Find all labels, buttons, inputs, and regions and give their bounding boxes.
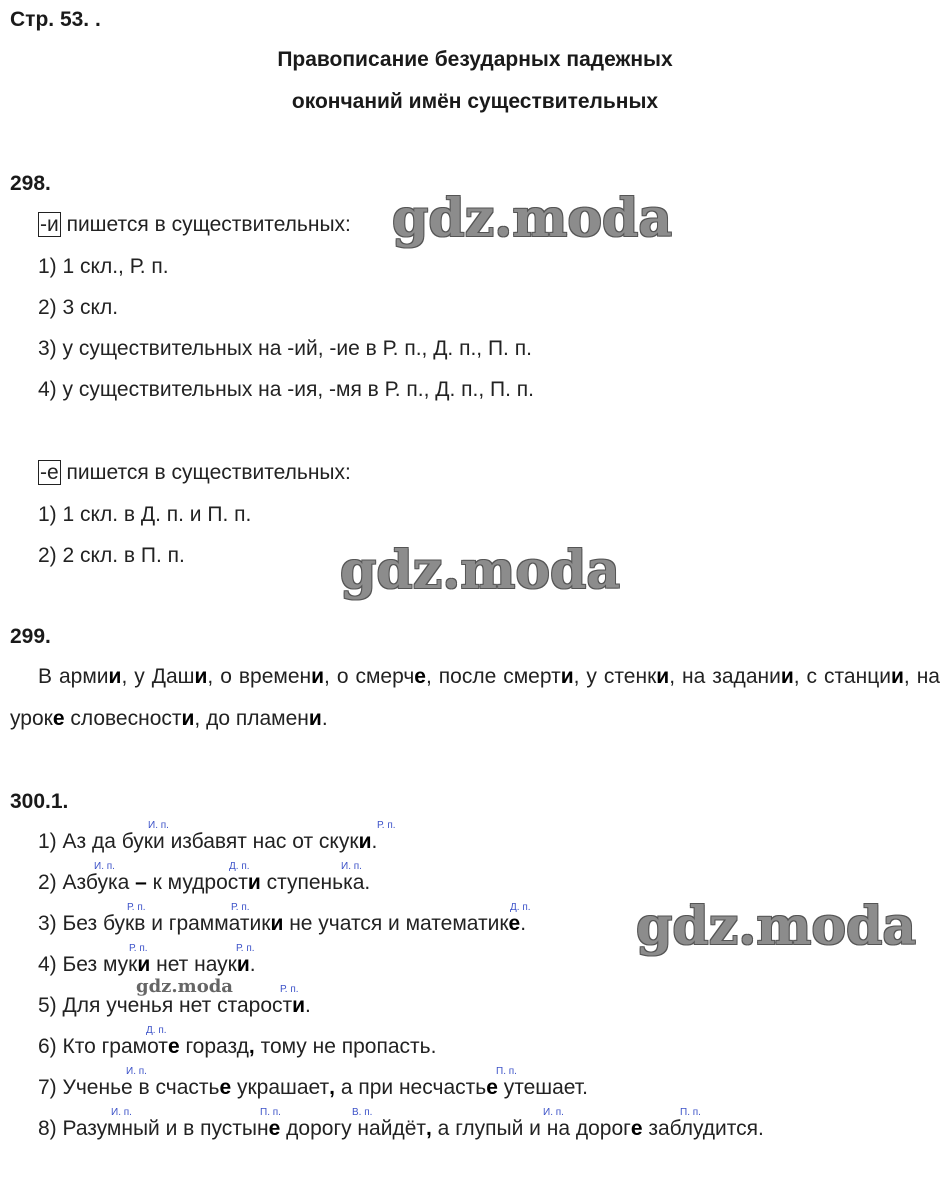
- case-label: Д. п.: [510, 902, 531, 913]
- proverb-line: [38, 912, 526, 936]
- exercise-299-number: 299.: [10, 625, 51, 648]
- case-label: И. п.: [111, 1107, 132, 1118]
- rule-e-item: 1) 1 скл. в Д. п. и П. п.: [38, 503, 252, 526]
- highlighted-ending: е: [630, 1117, 643, 1140]
- text-segment: а при несчасть: [335, 1076, 487, 1099]
- text-segment: 5) Для ученья нет старост: [38, 994, 293, 1017]
- text-segment: 3) Без букв и грамматик: [38, 912, 271, 935]
- highlighted-ending: и: [656, 665, 670, 688]
- highlighted-ending: и: [137, 953, 151, 976]
- highlighted-ending: и: [236, 953, 250, 976]
- case-label: И. п.: [94, 861, 115, 872]
- proverb-line: [38, 830, 377, 854]
- text-segment: .: [249, 953, 256, 976]
- rule-i-heading: [38, 213, 351, 237]
- text-segment: , о смерч: [324, 665, 415, 688]
- rule-e-item: 2) 2 скл. в П. п.: [38, 544, 185, 567]
- case-label: П. п.: [680, 1107, 701, 1118]
- case-label: И. п.: [543, 1107, 564, 1118]
- case-label: П. п.: [496, 1066, 517, 1077]
- highlighted-ending: и: [311, 665, 325, 688]
- highlighted-ending: и: [308, 707, 322, 730]
- text-segment: .: [371, 830, 378, 853]
- highlighted-ending: е: [219, 1076, 232, 1099]
- text-segment: словесност: [64, 707, 182, 730]
- text-segment: тому не пропасть.: [254, 1035, 437, 1058]
- highlighted-ending: и: [292, 994, 306, 1017]
- rule-i-item: 2) 3 скл.: [38, 296, 119, 319]
- text-segment: 2) Азбука: [38, 871, 136, 894]
- case-label: Р. п.: [127, 902, 146, 913]
- proverb-line: [38, 1117, 764, 1141]
- highlighted-ending: е: [167, 1035, 180, 1058]
- exercise-300-number: 300.1.: [10, 790, 69, 813]
- case-label: Р. п.: [129, 943, 148, 954]
- highlighted-ending: и: [247, 871, 261, 894]
- highlighted-ending: е: [268, 1117, 281, 1140]
- text-segment: .: [305, 994, 311, 1017]
- highlighted-ending: е: [508, 912, 521, 935]
- text-segment: к мудрост: [146, 871, 248, 894]
- text-segment: , с станци: [793, 665, 891, 688]
- text-segment: дорогу найдёт: [280, 1117, 426, 1140]
- proverb-line: [38, 953, 256, 977]
- ending-e-marker: -е: [40, 461, 59, 484]
- watermark: gdz.moda: [136, 976, 233, 997]
- watermark: gdz.moda: [340, 540, 621, 601]
- text-segment: В арми: [38, 665, 109, 688]
- highlighted-ending: ,: [248, 1035, 255, 1058]
- text-segment: нет наук: [150, 953, 237, 976]
- page-label: Стр. 53. .: [10, 8, 101, 31]
- text-segment: , до пламен: [194, 707, 309, 730]
- text-segment: 6) Кто грамот: [38, 1035, 168, 1058]
- highlighted-ending: и: [194, 665, 208, 688]
- exercise-299-text: [10, 656, 940, 740]
- case-label: Д. п.: [146, 1025, 167, 1036]
- text-segment: ступенька.: [260, 871, 371, 894]
- rule-i-item: 1) 1 скл., Р. п.: [38, 255, 169, 278]
- highlighted-ending: и: [780, 665, 794, 688]
- text-segment: , у стенк: [573, 665, 657, 688]
- ending-i-marker: -и: [40, 213, 59, 236]
- case-label: Р. п.: [377, 820, 396, 831]
- highlighted-ending: и: [108, 665, 122, 688]
- highlighted-ending: е: [486, 1076, 498, 1099]
- highlighted-ending: и: [181, 707, 195, 730]
- case-label: П. п.: [260, 1107, 281, 1118]
- text-segment: а глупый и на дорог: [431, 1117, 631, 1140]
- text-segment: .: [520, 912, 527, 935]
- watermark: gdz.moda: [636, 896, 917, 957]
- highlighted-ending: –: [135, 871, 147, 894]
- case-label: И. п.: [126, 1066, 147, 1077]
- case-label: Р. п.: [236, 943, 255, 954]
- rule-i-item: 4) у существительных на -ия, -мя в Р. п., Д. п., П. п.: [38, 378, 534, 401]
- text-segment: , о времен: [207, 665, 312, 688]
- page-title-line-1: Правописание безударных падежных: [277, 48, 673, 71]
- text-segment: .: [321, 707, 328, 730]
- text-segment: , у Даш: [121, 665, 195, 688]
- highlighted-ending: ,: [329, 1076, 335, 1099]
- rule-e-heading: [38, 461, 351, 485]
- rule-i-text: пишется в существительных:: [60, 213, 351, 236]
- rule-i-item: 3) у существительных на -ий, -ие в Р. п., Д. п., П. п.: [38, 337, 532, 360]
- highlighted-ending: и: [270, 912, 284, 935]
- case-label: И. п.: [341, 861, 362, 872]
- highlighted-ending: е: [52, 707, 65, 730]
- text-segment: , на задани: [669, 665, 781, 688]
- case-label: В. п.: [352, 1107, 373, 1118]
- case-label: И. п.: [148, 820, 169, 831]
- text-segment: 4) Без мук: [38, 953, 138, 976]
- case-label: Р. п.: [280, 984, 299, 995]
- proverb-line: [38, 994, 311, 1018]
- text-segment: , после смерт: [425, 665, 561, 688]
- text-segment: горазд: [179, 1035, 249, 1058]
- exercise-298-number: 298.: [10, 172, 51, 195]
- text-segment: , на урок: [10, 665, 940, 730]
- text-segment: не учатся и математик: [283, 912, 509, 935]
- text-segment: 1) Аз да буки избавят нас от скук: [38, 830, 359, 853]
- highlighted-ending: и: [358, 830, 372, 853]
- proverb-line: [38, 871, 370, 895]
- proverb-line: [38, 1076, 588, 1100]
- text-segment: утешает.: [497, 1076, 588, 1099]
- proverb-line: [38, 1035, 436, 1059]
- highlighted-ending: ,: [426, 1117, 432, 1140]
- highlighted-ending: и: [890, 665, 904, 688]
- rule-e-text: пишется в существительных:: [60, 461, 351, 484]
- page-title-line-2: окончаний имён существительных: [291, 90, 659, 113]
- watermark: gdz.moda: [392, 188, 673, 249]
- text-segment: заблудится.: [642, 1117, 764, 1140]
- case-label: Д. п.: [229, 861, 250, 872]
- text-segment: 7) Ученье в счасть: [38, 1076, 220, 1099]
- case-label: Р. п.: [231, 902, 250, 913]
- text-segment: украшает: [231, 1076, 330, 1099]
- highlighted-ending: и: [560, 665, 574, 688]
- text-segment: 8) Разумный и в пустын: [38, 1117, 269, 1140]
- highlighted-ending: е: [414, 665, 426, 688]
